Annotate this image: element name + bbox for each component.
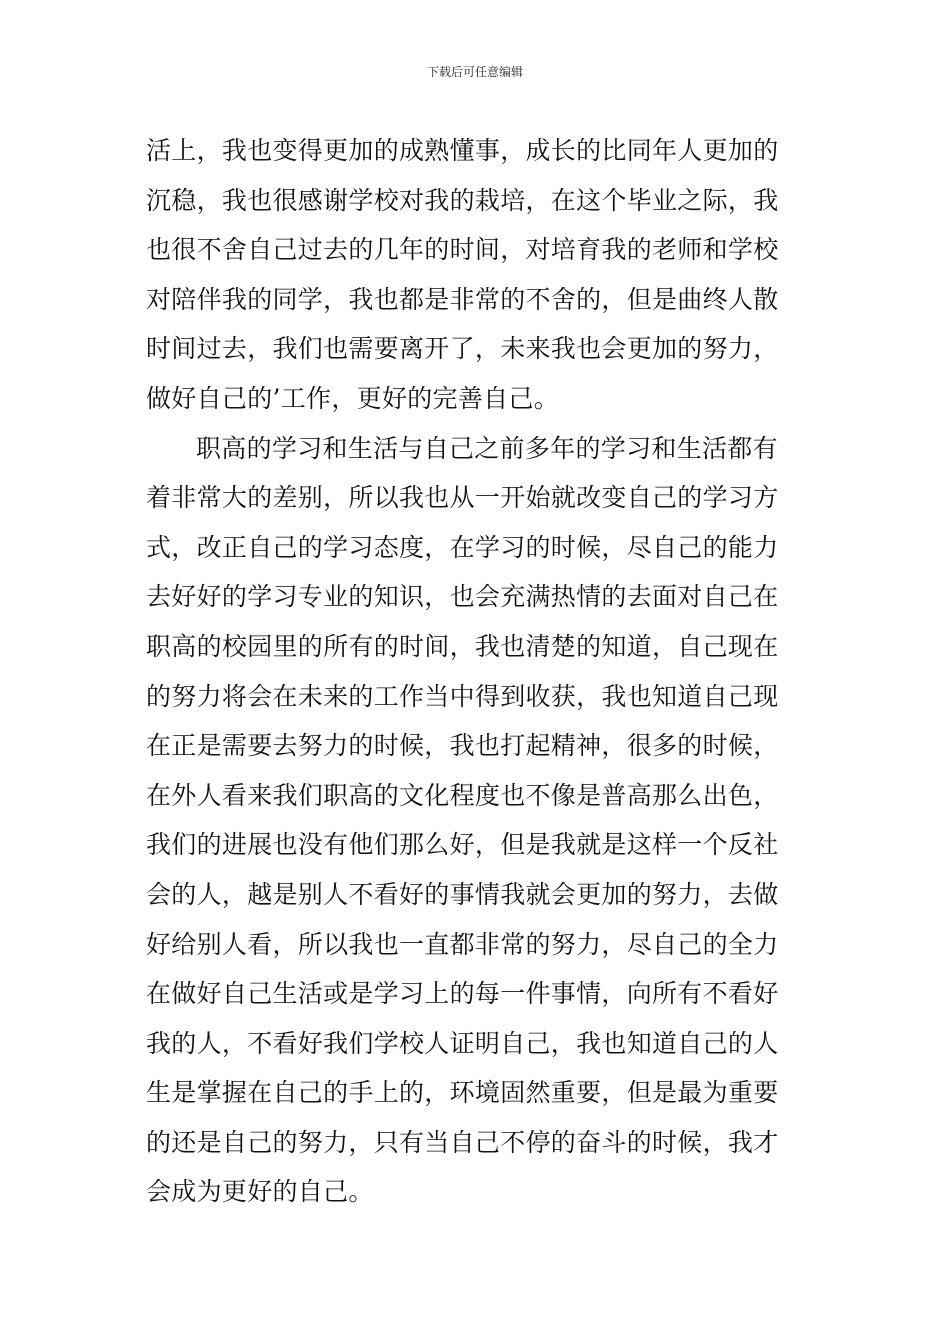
text-line: 式，改正自己的学习态度，在学习的时候，尽自己的能力 — [146, 532, 779, 562]
text-line: 我的人，不看好我们学校人证明自己，我也知道自己的人 — [146, 1028, 779, 1058]
text-line: 的还是自己的努力，只有当自己不停的奋斗的时候，我才 — [146, 1127, 779, 1157]
text-line: 在正是需要去努力的时候，我也打起精神，很多的时候， — [146, 731, 779, 761]
page-header-note: 下载后可任意编辑 — [426, 65, 523, 79]
text-line: 好给别人看，所以我也一直都非常的努力，尽自己的全力 — [146, 929, 779, 959]
text-line: 沉稳，我也很感谢学校对我的栽培，在这个毕业之际，我 — [146, 185, 779, 215]
text-line: 在做好自己生活或是学习上的每一件事情，向所有不看好 — [146, 979, 779, 1009]
text-line: 会的人，越是别人不看好的事情我就会更加的努力，去做 — [146, 879, 779, 909]
text-line: 会成为更好的自己。 — [146, 1177, 374, 1207]
text-line: 时间过去，我们也需要离开了，未来我也会更加的努力， — [146, 334, 779, 364]
text-line: 在外人看来我们职高的文化程度也不像是普高那么出色， — [146, 780, 779, 810]
text-line: 去好好的学习专业的知识，也会充满热情的去面对自己在 — [146, 582, 779, 612]
text-line: 做好自己的’工作，更好的完善自己。 — [146, 383, 560, 413]
body-text — [146, 126, 806, 1217]
text-line: 职高的学习和生活与自己之前多年的学习和生活都有 — [196, 433, 778, 463]
text-line: 着非常大的差别，所以我也从一开始就改变自己的学习方 — [146, 483, 779, 513]
text-line: 活上，我也变得更加的成熟懂事，成长的比同年人更加的 — [146, 136, 779, 165]
text-line: 我们的进展也没有他们那么好，但是我就是这样一个反社 — [146, 830, 779, 860]
text-line: 职高的校园里的所有的时间，我也清楚的知道，自己现在 — [146, 631, 779, 661]
text-line: 生是掌握在自己的手上的，环境固然重要，但是最为重要 — [146, 1078, 779, 1108]
text-line: 也很不舍自己过去的几年的时间，对培育我的老师和学校 — [146, 235, 779, 265]
paragraph — [146, 126, 806, 424]
text-line: 对陪伴我的同学，我也都是非常的不舍的，但是曲终人散 — [146, 284, 779, 314]
paragraph — [146, 424, 806, 1218]
text-line: 的努力将会在未来的工作当中得到收获，我也知道自己现 — [146, 681, 779, 711]
